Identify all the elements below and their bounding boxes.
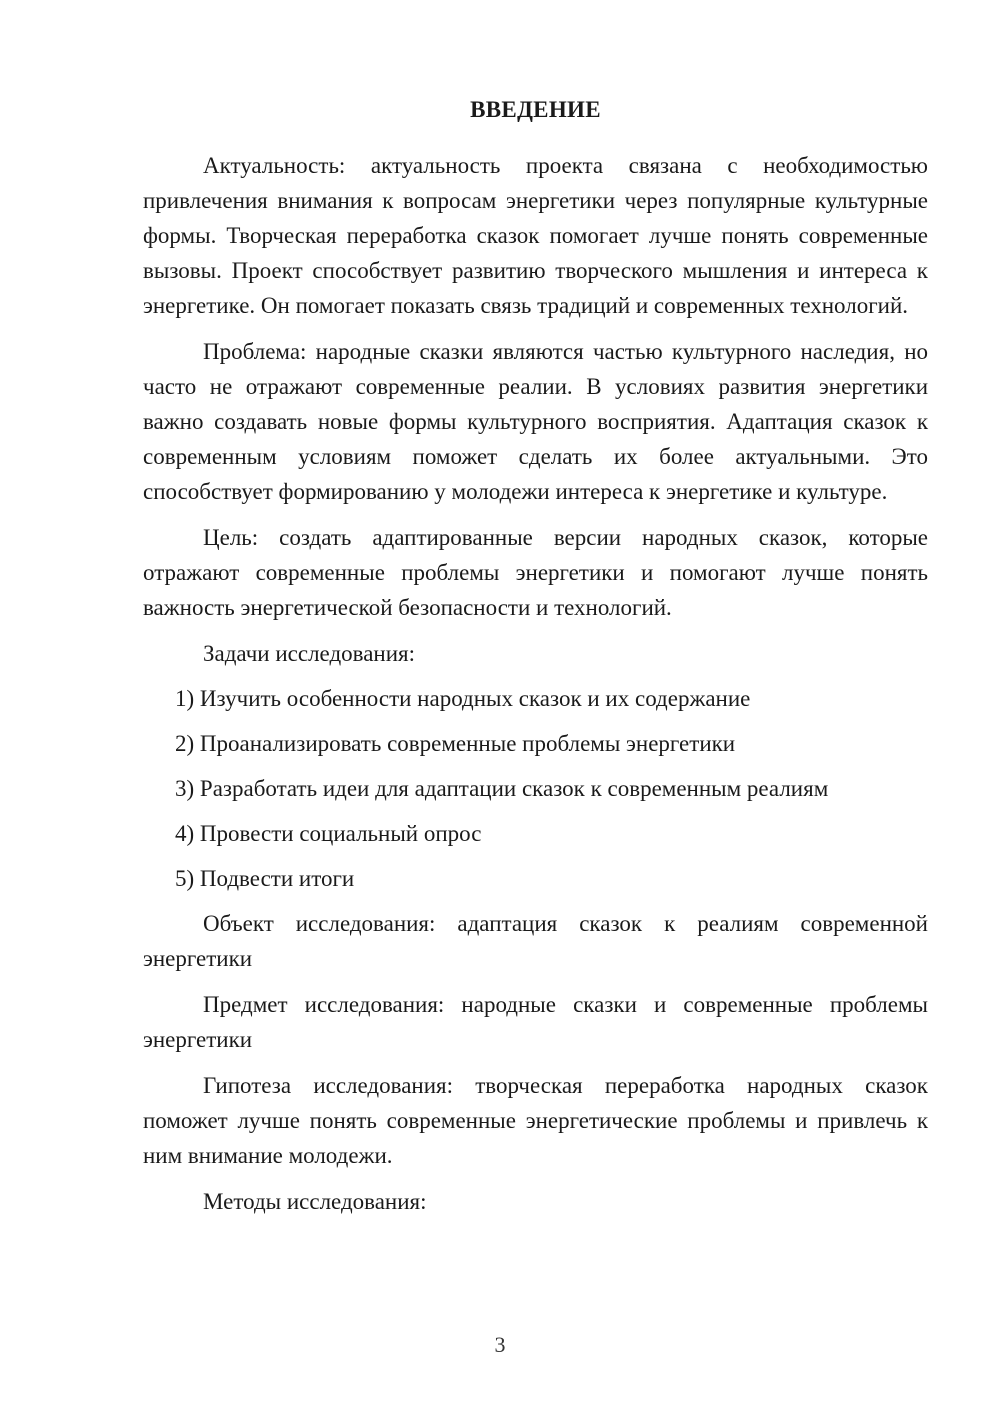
list-item: 1) Изучить особенности народных сказок и их содержание <box>175 686 751 711</box>
tasks-list <box>143 681 928 896</box>
methods-heading: Методы исследования: <box>203 1189 427 1214</box>
section-title: ВВЕДЕНИЕ <box>470 97 601 122</box>
list-item: 5) Подвести итоги <box>175 866 355 891</box>
document-page <box>143 92 928 1229</box>
goal-paragraph: Цель: создать адаптированные версии народных сказок, которые отражают современные проблемы энергетики и помогают лучше понять важность энергетической безопасности и технологий. <box>143 525 928 620</box>
object-paragraph: Объект исследования: адаптация сказок к реалиям современной энергетики <box>143 911 928 971</box>
list-item: 2) Проанализировать современные проблемы энергетики <box>175 731 736 756</box>
page-number: 3 <box>494 1332 506 1357</box>
relevance-paragraph: Актуальность: актуальность проекта связана с необходимостью привлечения внимания к вопросам энергетики через популярные культурные формы. Творческая переработка сказок помогает лучше понять современные вызовы. Проект способствует развитию творческого мышления и интереса к энергетике. Он помогает показать связь традиций и современных технологий. <box>143 153 928 318</box>
list-item: 3) Разработать идеи для адаптации сказок к современным реалиям <box>175 776 829 801</box>
problem-paragraph: Проблема: народные сказки являются частью культурного наследия, но часто не отражают современные реалии. В условиях развития энергетики важно создавать новые формы культурного восприятия. Адаптация сказок к современным условиям поможет сделать их более актуальными. Это способствует формированию у молодежи интереса к энергетике и культуре. <box>143 339 928 504</box>
tasks-heading: Задачи исследования: <box>203 641 416 666</box>
subject-paragraph: Предмет исследования: народные сказки и современные проблемы энергетики <box>143 992 928 1052</box>
hypothesis-paragraph: Гипотеза исследования: творческая переработка народных сказок поможет лучше понять современные энергетические проблемы и привлечь к ним внимание молодежи. <box>143 1073 928 1168</box>
list-item: 4) Провести социальный опрос <box>175 821 482 846</box>
